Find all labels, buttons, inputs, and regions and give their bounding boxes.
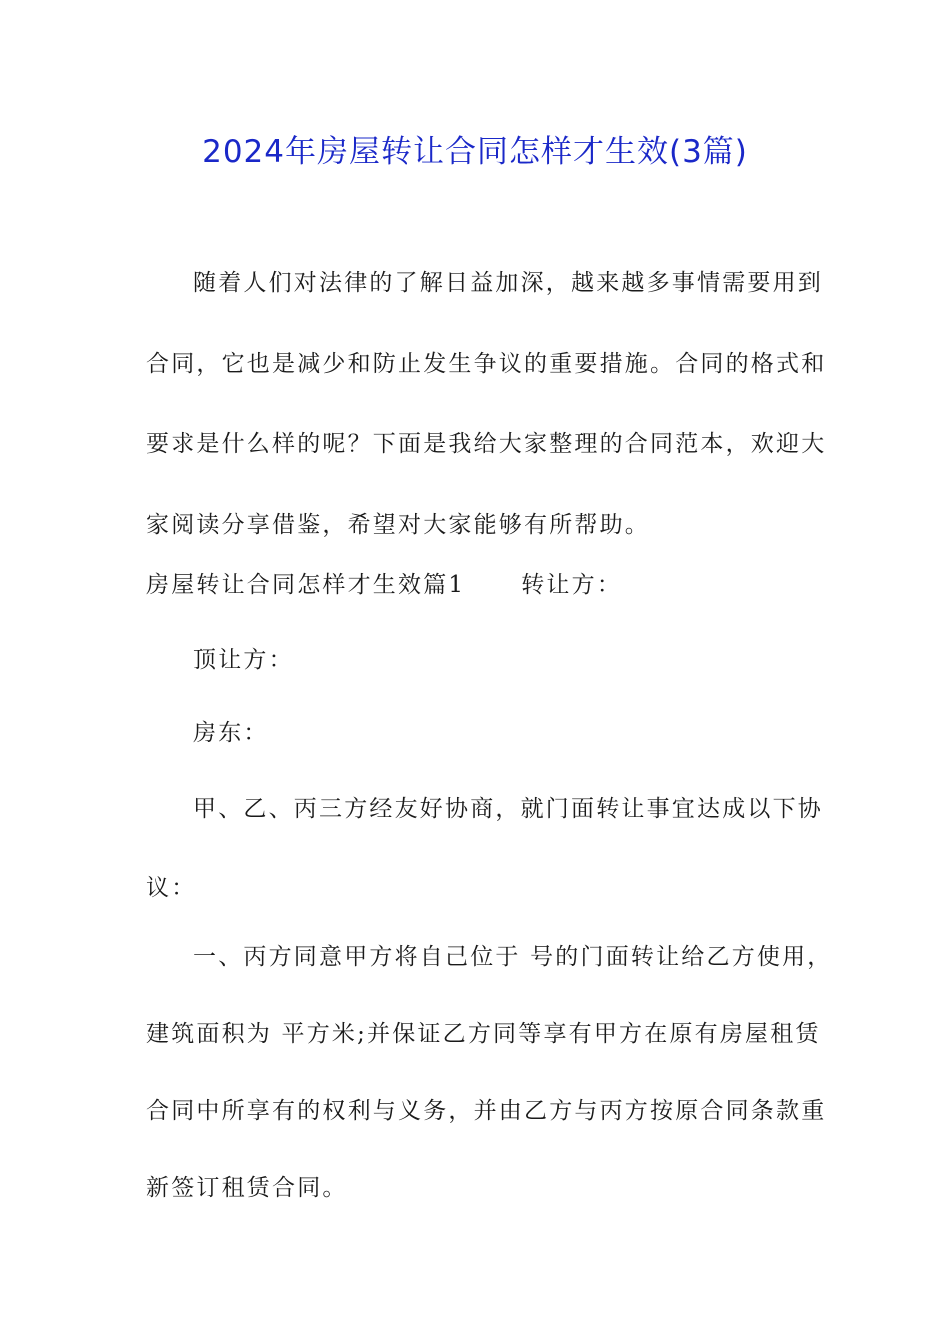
agreement-paragraph <box>146 794 823 904</box>
agreement-line: 甲、乙、丙三方经友好协商，就门面转让事宜达成以下协 <box>193 796 823 822</box>
document-title: 2024年房屋转让合同怎样才生效(3篇) <box>202 134 748 170</box>
assignee-label: 顶让方： <box>193 647 294 673</box>
section-heading-row <box>146 570 806 601</box>
section-heading: 房屋转让合同怎样才生效篇1 <box>146 572 466 598</box>
intro-line: 要求是什么样的呢？下面是我给大家整理的合同范本，欢迎大 <box>146 431 827 457</box>
clause-line: 建筑面积为 平方米;并保证乙方同等享有甲方在原有房屋租赁 <box>146 1021 821 1047</box>
intro-line: 合同，它也是减少和防止发生争议的重要措施。合同的格式和 <box>146 351 827 377</box>
landlord-label: 房东： <box>193 720 269 746</box>
clause-line: 合同中所享有的权利与义务，并由乙方与丙方按原合同条款重 <box>146 1098 827 1124</box>
landlord-line <box>146 718 806 749</box>
section-heading-line <box>146 570 806 601</box>
agreement-line: 议： <box>146 875 197 901</box>
transferor-label: 转让方： <box>521 572 623 598</box>
clause-line: 新签订租赁合同。 <box>146 1175 348 1201</box>
clause-line: 一、丙方同意甲方将自己位于 号的门面转让给乙方使用， <box>193 944 833 970</box>
intro-line: 家阅读分享借鉴，希望对大家能够有所帮助。 <box>146 512 650 538</box>
intro-line: 随着人们对法律的了解日益加深，越来越多事情需要用到 <box>193 270 823 296</box>
clause-1-paragraph <box>146 942 833 1204</box>
assignee-line <box>146 645 806 676</box>
intro-paragraph <box>146 268 827 541</box>
